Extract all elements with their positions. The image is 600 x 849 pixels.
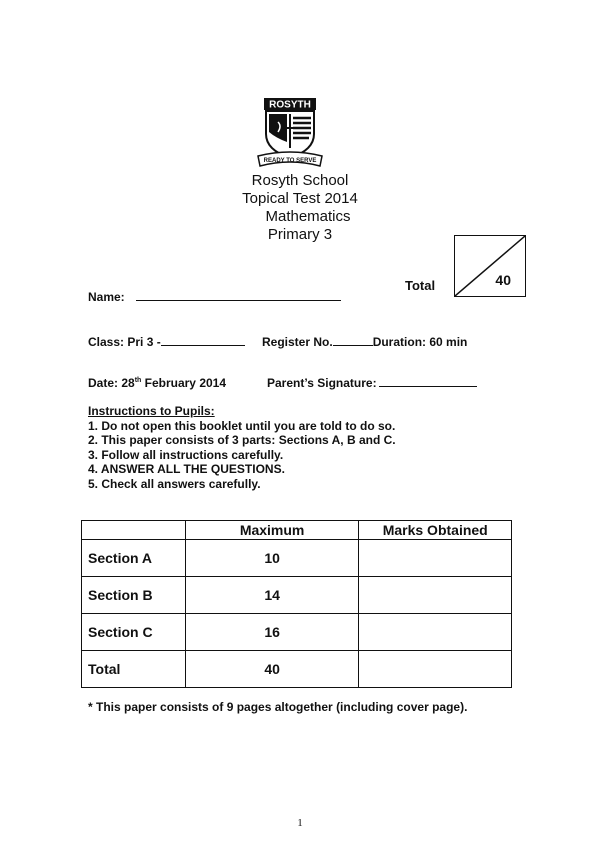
table-header-row	[82, 521, 512, 540]
instruction-item: 4. ANSWER ALL THE QUESTIONS.	[88, 462, 285, 476]
instructions-list	[88, 419, 396, 492]
total-box-diagonal	[455, 236, 525, 296]
svg-text:READY TO SERVE: READY TO SERVE	[263, 158, 317, 164]
section-label: Section A	[82, 540, 186, 577]
school-name: Rosyth School	[251, 172, 349, 189]
header-marks-obtained: Marks Obtained	[359, 521, 512, 540]
total-label: Total	[405, 278, 436, 293]
instructions	[88, 404, 396, 491]
marks-table	[81, 520, 512, 688]
name-field	[88, 290, 341, 304]
date-ordinal: th	[134, 377, 142, 384]
instructions-heading: Instructions to Pupils:	[88, 404, 215, 418]
table-row	[82, 651, 512, 688]
level-title: Primary 3	[267, 226, 333, 243]
table-row	[82, 540, 512, 577]
test-title: Topical Test 2014	[242, 190, 358, 207]
name-blank[interactable]	[136, 290, 341, 301]
marks-obtained-cell[interactable]	[359, 651, 512, 688]
svg-text:ROSYTH: ROSYTH	[269, 99, 311, 111]
table-row	[82, 577, 512, 614]
header-maximum: Maximum	[185, 521, 359, 540]
total-score-box[interactable]	[454, 235, 526, 297]
section-max: 14	[185, 577, 359, 614]
name-label: Name:	[88, 290, 125, 304]
class-field	[88, 335, 245, 349]
section-label: Total	[82, 651, 186, 688]
class-label: Class: Pri 3 -	[88, 335, 161, 349]
date-field	[88, 376, 226, 390]
date-text: Date: 28	[88, 376, 135, 390]
class-blank[interactable]	[161, 335, 245, 346]
register-field	[262, 335, 467, 349]
signature-label: Parent’s Signature:	[267, 376, 377, 390]
page-count-note: * This paper consists of 9 pages altogether (including cover page).	[88, 700, 468, 714]
instruction-item: 3. Follow all instructions carefully.	[88, 447, 284, 462]
total-max-value: 40	[495, 272, 511, 288]
section-label: Section C	[82, 614, 186, 651]
register-blank[interactable]	[333, 335, 373, 346]
section-max: 10	[185, 540, 359, 577]
date-month-year: February 2014	[141, 376, 227, 390]
instruction-item: 1. Do not open this booklet until you are told to do so.	[88, 418, 396, 433]
school-crest-logo	[256, 96, 324, 168]
marks-obtained-cell[interactable]	[359, 577, 512, 614]
page-number: 1	[297, 817, 303, 829]
section-label: Section B	[82, 577, 186, 614]
section-max: 16	[185, 614, 359, 651]
register-label: Register No.	[262, 335, 333, 349]
table-row	[82, 614, 512, 651]
section-max: 40	[185, 651, 359, 688]
header-blank	[82, 521, 186, 540]
marks-obtained-cell[interactable]	[359, 540, 512, 577]
marks-obtained-cell[interactable]	[359, 614, 512, 651]
instruction-item: 5. Check all answers carefully.	[88, 476, 261, 491]
duration-text: Duration: 60 min	[372, 335, 468, 349]
subject-title: Mathematics	[265, 208, 351, 225]
instruction-item: 2. This paper consists of 3 parts: Sections A, B and C.	[88, 433, 396, 447]
signature-field	[267, 376, 477, 390]
signature-blank[interactable]	[379, 376, 477, 387]
